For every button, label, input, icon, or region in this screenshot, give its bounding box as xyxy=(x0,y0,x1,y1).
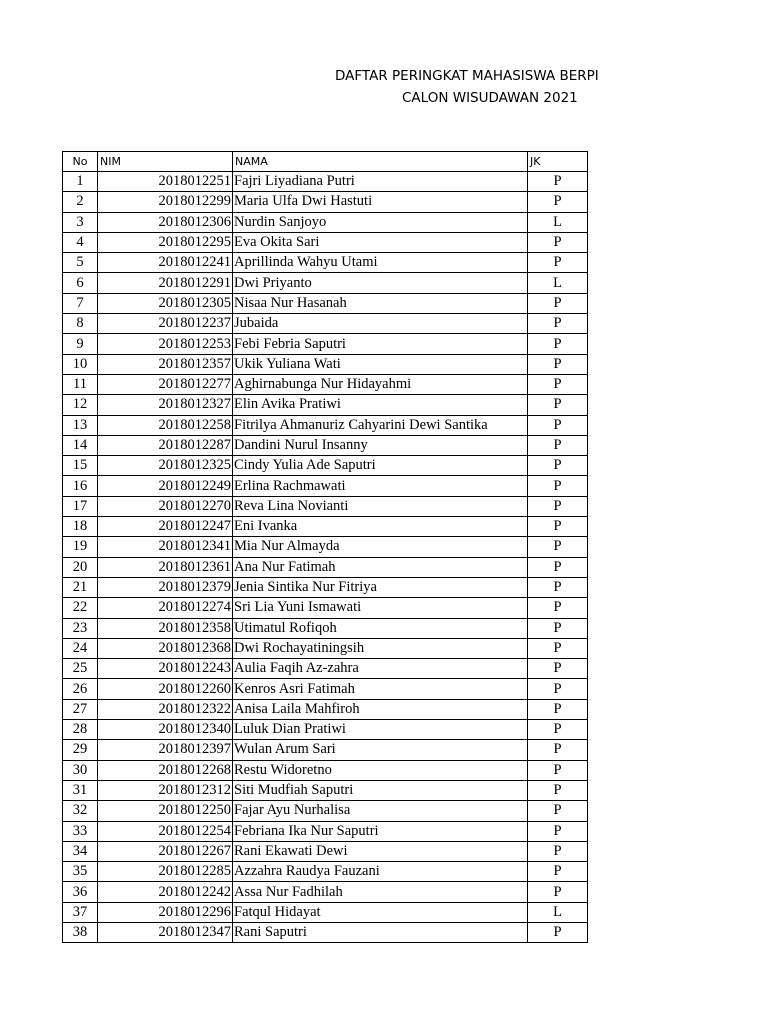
cell-nim: 2018012379 xyxy=(98,577,233,597)
table-row xyxy=(63,374,588,394)
cell-nama: Aghirnabunga Nur Hidayahmi xyxy=(233,374,528,394)
cell-nim: 2018012274 xyxy=(98,598,233,618)
cell-no: 9 xyxy=(63,334,98,354)
cell-jk: P xyxy=(528,598,588,618)
cell-nim: 2018012268 xyxy=(98,760,233,780)
table-row xyxy=(63,557,588,577)
cell-nim: 2018012361 xyxy=(98,557,233,577)
student-ranking-table xyxy=(62,151,588,943)
cell-nim: 2018012250 xyxy=(98,801,233,821)
cell-no: 20 xyxy=(63,557,98,577)
cell-jk: P xyxy=(528,638,588,658)
cell-nim: 2018012237 xyxy=(98,314,233,334)
cell-nama: Utimatul Rofiqoh xyxy=(233,618,528,638)
cell-nama: Assa Nur Fadhilah xyxy=(233,882,528,902)
cell-nim: 2018012322 xyxy=(98,699,233,719)
cell-nama: Dandini Nurul Insanny xyxy=(233,435,528,455)
table-row xyxy=(63,476,588,496)
cell-nim: 2018012357 xyxy=(98,354,233,374)
cell-no: 21 xyxy=(63,577,98,597)
cell-jk: P xyxy=(528,456,588,476)
cell-no: 12 xyxy=(63,395,98,415)
table-row xyxy=(63,172,588,192)
table-row xyxy=(63,192,588,212)
cell-nama: Jubaida xyxy=(233,314,528,334)
cell-jk: P xyxy=(528,659,588,679)
cell-nim: 2018012299 xyxy=(98,192,233,212)
cell-no: 22 xyxy=(63,598,98,618)
cell-nama: Sri Lia Yuni Ismawati xyxy=(233,598,528,618)
cell-no: 38 xyxy=(63,922,98,942)
cell-no: 3 xyxy=(63,212,98,232)
cell-nama: Rani Saputri xyxy=(233,922,528,942)
table-row xyxy=(63,435,588,455)
cell-no: 10 xyxy=(63,354,98,374)
table-row xyxy=(63,780,588,800)
cell-jk: L xyxy=(528,273,588,293)
cell-no: 36 xyxy=(63,882,98,902)
cell-jk: P xyxy=(528,354,588,374)
cell-no: 15 xyxy=(63,456,98,476)
cell-nim: 2018012277 xyxy=(98,374,233,394)
cell-nama: Reva Lina Novianti xyxy=(233,496,528,516)
cell-no: 14 xyxy=(63,435,98,455)
cell-nim: 2018012254 xyxy=(98,821,233,841)
table-row xyxy=(63,801,588,821)
cell-no: 1 xyxy=(63,172,98,192)
cell-jk: L xyxy=(528,212,588,232)
cell-jk: P xyxy=(528,232,588,252)
cell-jk: P xyxy=(528,415,588,435)
table-row xyxy=(63,314,588,334)
cell-nama: Maria Ulfa Dwi Hastuti xyxy=(233,192,528,212)
table-row xyxy=(63,618,588,638)
cell-nim: 2018012241 xyxy=(98,253,233,273)
cell-no: 26 xyxy=(63,679,98,699)
cell-no: 27 xyxy=(63,699,98,719)
cell-jk: P xyxy=(528,253,588,273)
cell-jk: P xyxy=(528,172,588,192)
table-row xyxy=(63,638,588,658)
cell-nama: Erlina Rachmawati xyxy=(233,476,528,496)
table-row xyxy=(63,598,588,618)
cell-no: 37 xyxy=(63,902,98,922)
cell-jk: P xyxy=(528,557,588,577)
cell-nim: 2018012242 xyxy=(98,882,233,902)
cell-jk: P xyxy=(528,293,588,313)
table-row xyxy=(63,841,588,861)
cell-nama: Febi Febria Saputri xyxy=(233,334,528,354)
table-row xyxy=(63,232,588,252)
cell-jk: P xyxy=(528,760,588,780)
table-row xyxy=(63,862,588,882)
cell-jk: P xyxy=(528,476,588,496)
cell-nim: 2018012260 xyxy=(98,679,233,699)
cell-nama: Anisa Laila Mahfiroh xyxy=(233,699,528,719)
cell-jk: P xyxy=(528,517,588,537)
cell-no: 31 xyxy=(63,780,98,800)
cell-no: 7 xyxy=(63,293,98,313)
cell-no: 13 xyxy=(63,415,98,435)
cell-nim: 2018012312 xyxy=(98,780,233,800)
cell-nama: Wulan Arum Sari xyxy=(233,740,528,760)
cell-nim: 2018012251 xyxy=(98,172,233,192)
cell-nim: 2018012340 xyxy=(98,720,233,740)
table-row xyxy=(63,577,588,597)
cell-no: 18 xyxy=(63,517,98,537)
cell-nama: Mia Nur Almayda xyxy=(233,537,528,557)
cell-no: 8 xyxy=(63,314,98,334)
cell-nama: Dwi Rochayatiningsih xyxy=(233,638,528,658)
table-row xyxy=(63,456,588,476)
cell-nim: 2018012305 xyxy=(98,293,233,313)
cell-jk: P xyxy=(528,334,588,354)
cell-nama: Ana Nur Fatimah xyxy=(233,557,528,577)
cell-jk: P xyxy=(528,699,588,719)
cell-no: 25 xyxy=(63,659,98,679)
cell-jk: P xyxy=(528,314,588,334)
cell-jk: P xyxy=(528,192,588,212)
table-row xyxy=(63,659,588,679)
header-nim: NIM xyxy=(98,152,233,172)
cell-jk: P xyxy=(528,740,588,760)
table-row xyxy=(63,395,588,415)
cell-no: 11 xyxy=(63,374,98,394)
cell-nama: Fajri Liyadiana Putri xyxy=(233,172,528,192)
cell-jk: P xyxy=(528,780,588,800)
cell-no: 2 xyxy=(63,192,98,212)
cell-nim: 2018012247 xyxy=(98,517,233,537)
table-row xyxy=(63,273,588,293)
cell-nim: 2018012325 xyxy=(98,456,233,476)
cell-jk: P xyxy=(528,862,588,882)
cell-nama: Febriana Ika Nur Saputri xyxy=(233,821,528,841)
table-row xyxy=(63,253,588,273)
table-row xyxy=(63,415,588,435)
cell-no: 5 xyxy=(63,253,98,273)
cell-nama: Dwi Priyanto xyxy=(233,273,528,293)
cell-jk: P xyxy=(528,395,588,415)
cell-no: 4 xyxy=(63,232,98,252)
table-row xyxy=(63,212,588,232)
cell-jk: P xyxy=(528,720,588,740)
cell-no: 30 xyxy=(63,760,98,780)
cell-nama: Fajar Ayu Nurhalisa xyxy=(233,801,528,821)
cell-nim: 2018012291 xyxy=(98,273,233,293)
cell-no: 32 xyxy=(63,801,98,821)
cell-jk: P xyxy=(528,577,588,597)
cell-jk: P xyxy=(528,435,588,455)
cell-nim: 2018012397 xyxy=(98,740,233,760)
table-row xyxy=(63,882,588,902)
cell-nim: 2018012258 xyxy=(98,415,233,435)
cell-nim: 2018012295 xyxy=(98,232,233,252)
table-row xyxy=(63,537,588,557)
cell-nama: Kenros Asri Fatimah xyxy=(233,679,528,699)
table-row xyxy=(63,496,588,516)
cell-nama: Nisaa Nur Hasanah xyxy=(233,293,528,313)
table-header-row xyxy=(63,152,588,172)
cell-nama: Cindy Yulia Ade Saputri xyxy=(233,456,528,476)
document-subtitle: CALON WISUDAWAN 2021 xyxy=(402,90,578,106)
cell-jk: P xyxy=(528,537,588,557)
cell-no: 17 xyxy=(63,496,98,516)
cell-nama: Restu Widoretno xyxy=(233,760,528,780)
cell-jk: P xyxy=(528,821,588,841)
cell-jk: P xyxy=(528,841,588,861)
cell-nama: Aulia Faqih Az-zahra xyxy=(233,659,528,679)
cell-nim: 2018012296 xyxy=(98,902,233,922)
cell-nama: Eni Ivanka xyxy=(233,517,528,537)
cell-nama: Ukik Yuliana Wati xyxy=(233,354,528,374)
table-row xyxy=(63,334,588,354)
cell-jk: P xyxy=(528,618,588,638)
cell-nama: Fatqul Hidayat xyxy=(233,902,528,922)
cell-nim: 2018012368 xyxy=(98,638,233,658)
table-row xyxy=(63,699,588,719)
cell-nim: 2018012285 xyxy=(98,862,233,882)
cell-no: 6 xyxy=(63,273,98,293)
table-row xyxy=(63,760,588,780)
cell-nama: Luluk Dian Pratiwi xyxy=(233,720,528,740)
table-body xyxy=(63,172,588,943)
header-nama: NAMA xyxy=(233,152,528,172)
cell-nama: Nurdin Sanjoyo xyxy=(233,212,528,232)
cell-no: 16 xyxy=(63,476,98,496)
cell-jk: P xyxy=(528,882,588,902)
table-row xyxy=(63,922,588,942)
table-row xyxy=(63,740,588,760)
cell-nama: Fitrilya Ahmanuriz Cahyarini Dewi Santika xyxy=(233,415,528,435)
table-row xyxy=(63,517,588,537)
header-jk: JK xyxy=(528,152,588,172)
cell-jk: P xyxy=(528,922,588,942)
cell-jk: P xyxy=(528,374,588,394)
header-no: No xyxy=(63,152,98,172)
cell-nama: Aprillinda Wahyu Utami xyxy=(233,253,528,273)
cell-jk: L xyxy=(528,902,588,922)
cell-nim: 2018012270 xyxy=(98,496,233,516)
cell-nama: Jenia Sintika Nur Fitriya xyxy=(233,577,528,597)
cell-nim: 2018012327 xyxy=(98,395,233,415)
cell-no: 24 xyxy=(63,638,98,658)
cell-nama: Eva Okita Sari xyxy=(233,232,528,252)
cell-nim: 2018012347 xyxy=(98,922,233,942)
cell-jk: P xyxy=(528,679,588,699)
cell-no: 28 xyxy=(63,720,98,740)
cell-nim: 2018012341 xyxy=(98,537,233,557)
cell-no: 34 xyxy=(63,841,98,861)
cell-nim: 2018012358 xyxy=(98,618,233,638)
cell-nim: 2018012243 xyxy=(98,659,233,679)
cell-jk: P xyxy=(528,496,588,516)
cell-no: 29 xyxy=(63,740,98,760)
cell-no: 33 xyxy=(63,821,98,841)
cell-no: 35 xyxy=(63,862,98,882)
table-row xyxy=(63,902,588,922)
cell-nim: 2018012306 xyxy=(98,212,233,232)
cell-no: 19 xyxy=(63,537,98,557)
cell-nama: Elin Avika Pratiwi xyxy=(233,395,528,415)
table-row xyxy=(63,821,588,841)
cell-nama: Siti Mudfiah Saputri xyxy=(233,780,528,800)
table-row xyxy=(63,354,588,374)
cell-no: 23 xyxy=(63,618,98,638)
cell-nim: 2018012253 xyxy=(98,334,233,354)
cell-nama: Azzahra Raudya Fauzani xyxy=(233,862,528,882)
cell-nama: Rani Ekawati Dewi xyxy=(233,841,528,861)
document-title: DAFTAR PERINGKAT MAHASISWA BERPI xyxy=(335,68,599,84)
cell-nim: 2018012267 xyxy=(98,841,233,861)
table-row xyxy=(63,293,588,313)
cell-jk: P xyxy=(528,801,588,821)
cell-nim: 2018012249 xyxy=(98,476,233,496)
table-row xyxy=(63,679,588,699)
table-row xyxy=(63,720,588,740)
cell-nim: 2018012287 xyxy=(98,435,233,455)
